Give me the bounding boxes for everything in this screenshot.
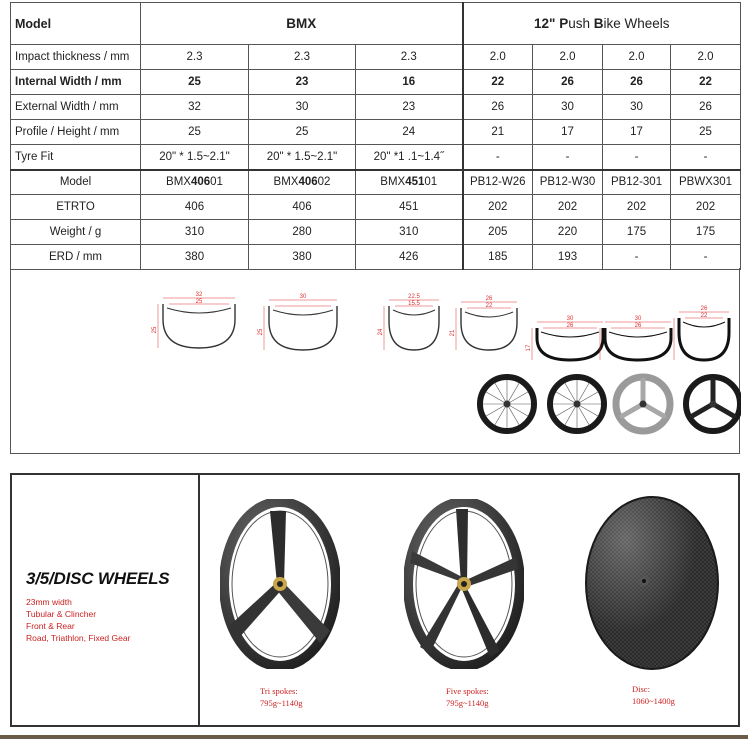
model-part: PBWX301 xyxy=(678,176,733,189)
model-part: PB12-W26 xyxy=(469,176,526,189)
table-cell: 16 xyxy=(356,70,463,95)
table-cell: 22 xyxy=(463,70,533,95)
inner-width-label: 15.5 xyxy=(408,301,420,307)
table-cell: 32 xyxy=(141,95,249,120)
model-part: BMX xyxy=(166,176,191,189)
table-cell: 25 xyxy=(141,120,249,145)
outer-width-label: 30 xyxy=(299,294,307,300)
disc-caption xyxy=(632,683,675,707)
caption-name: Tri spokes: xyxy=(260,686,298,696)
table-cell: 2.3 xyxy=(249,45,356,70)
inner-width-label: 22 xyxy=(485,303,493,309)
model-part: BMX xyxy=(380,176,406,189)
row-label: External Width / mm xyxy=(11,95,141,120)
table-cell: - xyxy=(603,145,671,170)
rim-profile-bed xyxy=(683,322,725,327)
tri-spoke-wheel-image xyxy=(220,499,340,669)
tri-spoke-caption xyxy=(260,685,303,709)
table-cell: 2.0 xyxy=(463,45,533,70)
rim-profile-bed xyxy=(541,332,599,337)
row-label: Model xyxy=(11,170,141,195)
push-bike-group-header: 12" Push Bike Wheels xyxy=(463,3,741,45)
wheel-spoke xyxy=(495,404,507,425)
rim-profile-outline xyxy=(461,308,517,350)
table-cell: 426 xyxy=(356,245,463,270)
table-cell: 380 xyxy=(249,245,356,270)
table-cell: 30 xyxy=(603,95,671,120)
wheel-hub xyxy=(574,401,581,408)
wheel-spoke xyxy=(622,404,643,416)
table-cell: 17 xyxy=(533,120,603,145)
row-label: Weight / g xyxy=(11,220,141,245)
spec-table xyxy=(10,2,741,270)
table-cell: 30 xyxy=(533,95,603,120)
wheel-spoke xyxy=(486,404,507,416)
table-cell: 202 xyxy=(533,195,603,220)
feature-item: Front & Rear xyxy=(26,621,75,631)
spec-row xyxy=(11,145,741,170)
table-cell: 2.0 xyxy=(671,45,741,70)
table-cell: 25 xyxy=(671,120,741,145)
table-cell: 23 xyxy=(356,95,463,120)
inner-width-label: 25 xyxy=(195,299,203,305)
rim-profile-outline xyxy=(537,328,603,360)
table-cell: 25 xyxy=(249,120,356,145)
height-label: 21 xyxy=(450,329,456,337)
row-label: Profile / Height / mm xyxy=(11,120,141,145)
wheel-spoke xyxy=(692,404,713,416)
model-cell xyxy=(249,170,356,195)
table-cell: 2.3 xyxy=(141,45,249,70)
wheel-hub xyxy=(640,401,647,408)
table-cell: 202 xyxy=(463,195,533,220)
table-cell: 22 xyxy=(671,70,741,95)
spec-row xyxy=(11,70,741,95)
model-cell xyxy=(603,170,671,195)
table-cell: 202 xyxy=(603,195,671,220)
disc-wheels-features xyxy=(26,596,130,644)
table-cell: - xyxy=(671,145,741,170)
spec-row xyxy=(11,195,741,220)
disc-wheels-info xyxy=(12,475,200,725)
table-cell: - xyxy=(603,245,671,270)
table-cell: 193 xyxy=(533,245,603,270)
model-part: 451 xyxy=(405,176,425,189)
rim-profile-bed xyxy=(465,312,513,317)
model-part: 01 xyxy=(424,176,438,189)
outer-width-label: 32 xyxy=(195,292,203,298)
table-cell: 175 xyxy=(671,220,741,245)
table-cell: 26 xyxy=(671,95,741,120)
caption-weight: 795g~1140g xyxy=(260,698,303,708)
rim-profile-outline xyxy=(163,304,235,348)
wheel-spoke xyxy=(507,404,528,416)
table-cell: 310 xyxy=(356,220,463,245)
wheel-spoke xyxy=(507,392,528,404)
disc-wheel-image xyxy=(582,495,722,671)
row-label: ERD / mm xyxy=(11,245,141,270)
table-cell: 406 xyxy=(249,195,356,220)
rim-profile-bed xyxy=(609,332,667,337)
table-cell: 220 xyxy=(533,220,603,245)
wheel-spoke xyxy=(486,392,507,404)
table-cell: 26 xyxy=(533,70,603,95)
outer-width-label: 26 xyxy=(700,306,708,312)
wheel-spoke xyxy=(713,404,734,416)
table-cell: 202 xyxy=(671,195,741,220)
inner-width-label: 26 xyxy=(634,323,642,329)
table-cell: 25 xyxy=(141,70,249,95)
rim-profile-bed xyxy=(273,310,333,315)
table-header-row xyxy=(11,3,741,45)
table-cell: 26 xyxy=(463,95,533,120)
table-cell: 310 xyxy=(141,220,249,245)
model-cell xyxy=(463,170,533,195)
wheel-spoke xyxy=(507,404,519,425)
rim-drawing-area xyxy=(10,268,740,454)
inner-width-label: 26 xyxy=(566,323,574,329)
model-part: PB12-W30 xyxy=(539,176,596,189)
wheel-spoke xyxy=(495,383,507,404)
wheel-spoke xyxy=(643,404,664,416)
table-cell: 26 xyxy=(603,70,671,95)
model-part: BMX xyxy=(273,176,299,189)
model-part: 02 xyxy=(317,176,331,189)
disc-wheels-title: 3/5/DISC WHEELS xyxy=(26,569,170,588)
caption-weight: 795g~1140g xyxy=(446,698,489,708)
spec-row xyxy=(11,245,741,270)
table-cell: 280 xyxy=(249,220,356,245)
model-part: 406 xyxy=(298,176,318,189)
spec-row xyxy=(11,45,741,70)
table-cell: 406 xyxy=(141,195,249,220)
five-spoke-caption xyxy=(446,685,489,709)
inner-width-label: 22 xyxy=(700,313,708,319)
disc-wheels-panel xyxy=(10,473,740,727)
model-part: 406 xyxy=(190,176,211,189)
caption-name: Five spokes: xyxy=(446,686,489,696)
rim-profile-drawings xyxy=(11,268,741,454)
height-label: 25 xyxy=(152,326,158,334)
wheel-hub xyxy=(710,401,717,408)
rim-profile-bed xyxy=(167,308,231,313)
table-cell: 185 xyxy=(463,245,533,270)
outer-width-label: 30 xyxy=(634,316,642,322)
outer-width-label: 30 xyxy=(566,316,574,322)
table-cell: - xyxy=(533,145,603,170)
height-label: 24 xyxy=(378,328,384,336)
table-cell: 20" * 1.5~2.1" xyxy=(249,145,356,170)
feature-item: 23mm width xyxy=(26,597,72,607)
table-cell: 205 xyxy=(463,220,533,245)
model-cell xyxy=(141,170,249,195)
model-part: PB12-301 xyxy=(610,176,663,189)
rim-profile-outline xyxy=(605,328,671,360)
table-cell: - xyxy=(671,245,741,270)
row-label: Impact thickness / mm xyxy=(11,45,141,70)
model-cell xyxy=(671,170,741,195)
rim-profile-outline xyxy=(269,306,337,350)
table-cell: 23 xyxy=(249,70,356,95)
table-cell: 175 xyxy=(603,220,671,245)
table-cell: 20" *1 .1~1.4˝ xyxy=(356,145,463,170)
rim-profile-outline xyxy=(679,318,729,360)
table-cell: 17 xyxy=(603,120,671,145)
model-part: 01 xyxy=(210,176,223,189)
table-cell: 30 xyxy=(249,95,356,120)
caption-name: Disc: xyxy=(632,684,650,694)
height-label: 17 xyxy=(526,344,532,352)
rim-profile-outline xyxy=(389,306,439,350)
table-cell: 20" * 1.5~2.1" xyxy=(141,145,249,170)
wheel-spoke xyxy=(507,383,519,404)
lower-rows xyxy=(11,170,741,270)
table-cell: 24 xyxy=(356,120,463,145)
model-cell xyxy=(533,170,603,195)
row-label: ETRTO xyxy=(11,195,141,220)
wheel-spoke xyxy=(556,404,577,416)
table-cell: 21 xyxy=(463,120,533,145)
table-cell: 2.3 xyxy=(356,45,463,70)
model-column-header: Model xyxy=(11,3,141,45)
table-cell: 2.0 xyxy=(533,45,603,70)
spec-row xyxy=(11,220,741,245)
height-label: 25 xyxy=(258,328,264,336)
spec-rows xyxy=(11,45,741,170)
model-row xyxy=(11,170,741,195)
outer-width-label: 22.5 xyxy=(408,294,420,300)
five-spoke-wheel-image xyxy=(404,499,524,669)
feature-item: Tubular & Clincher xyxy=(26,609,97,619)
wheel-hub xyxy=(504,401,511,408)
spec-row xyxy=(11,95,741,120)
bottom-rule xyxy=(0,735,748,739)
feature-item: Road, Triathlon, Fixed Gear xyxy=(26,633,131,643)
table-cell: - xyxy=(463,145,533,170)
table-cell: 2.0 xyxy=(603,45,671,70)
rim-profile-bed xyxy=(393,310,435,315)
bmx-group-header: BMX xyxy=(141,3,463,45)
caption-weight: 1060~1400g xyxy=(632,696,675,706)
spec-row xyxy=(11,120,741,145)
model-cell xyxy=(356,170,463,195)
row-label: Internal Width / mm xyxy=(11,70,141,95)
table-cell: 451 xyxy=(356,195,463,220)
wheel-spoke xyxy=(577,404,598,416)
row-label: Tyre Fit xyxy=(11,145,141,170)
table-cell: 380 xyxy=(141,245,249,270)
outer-width-label: 26 xyxy=(485,296,493,302)
